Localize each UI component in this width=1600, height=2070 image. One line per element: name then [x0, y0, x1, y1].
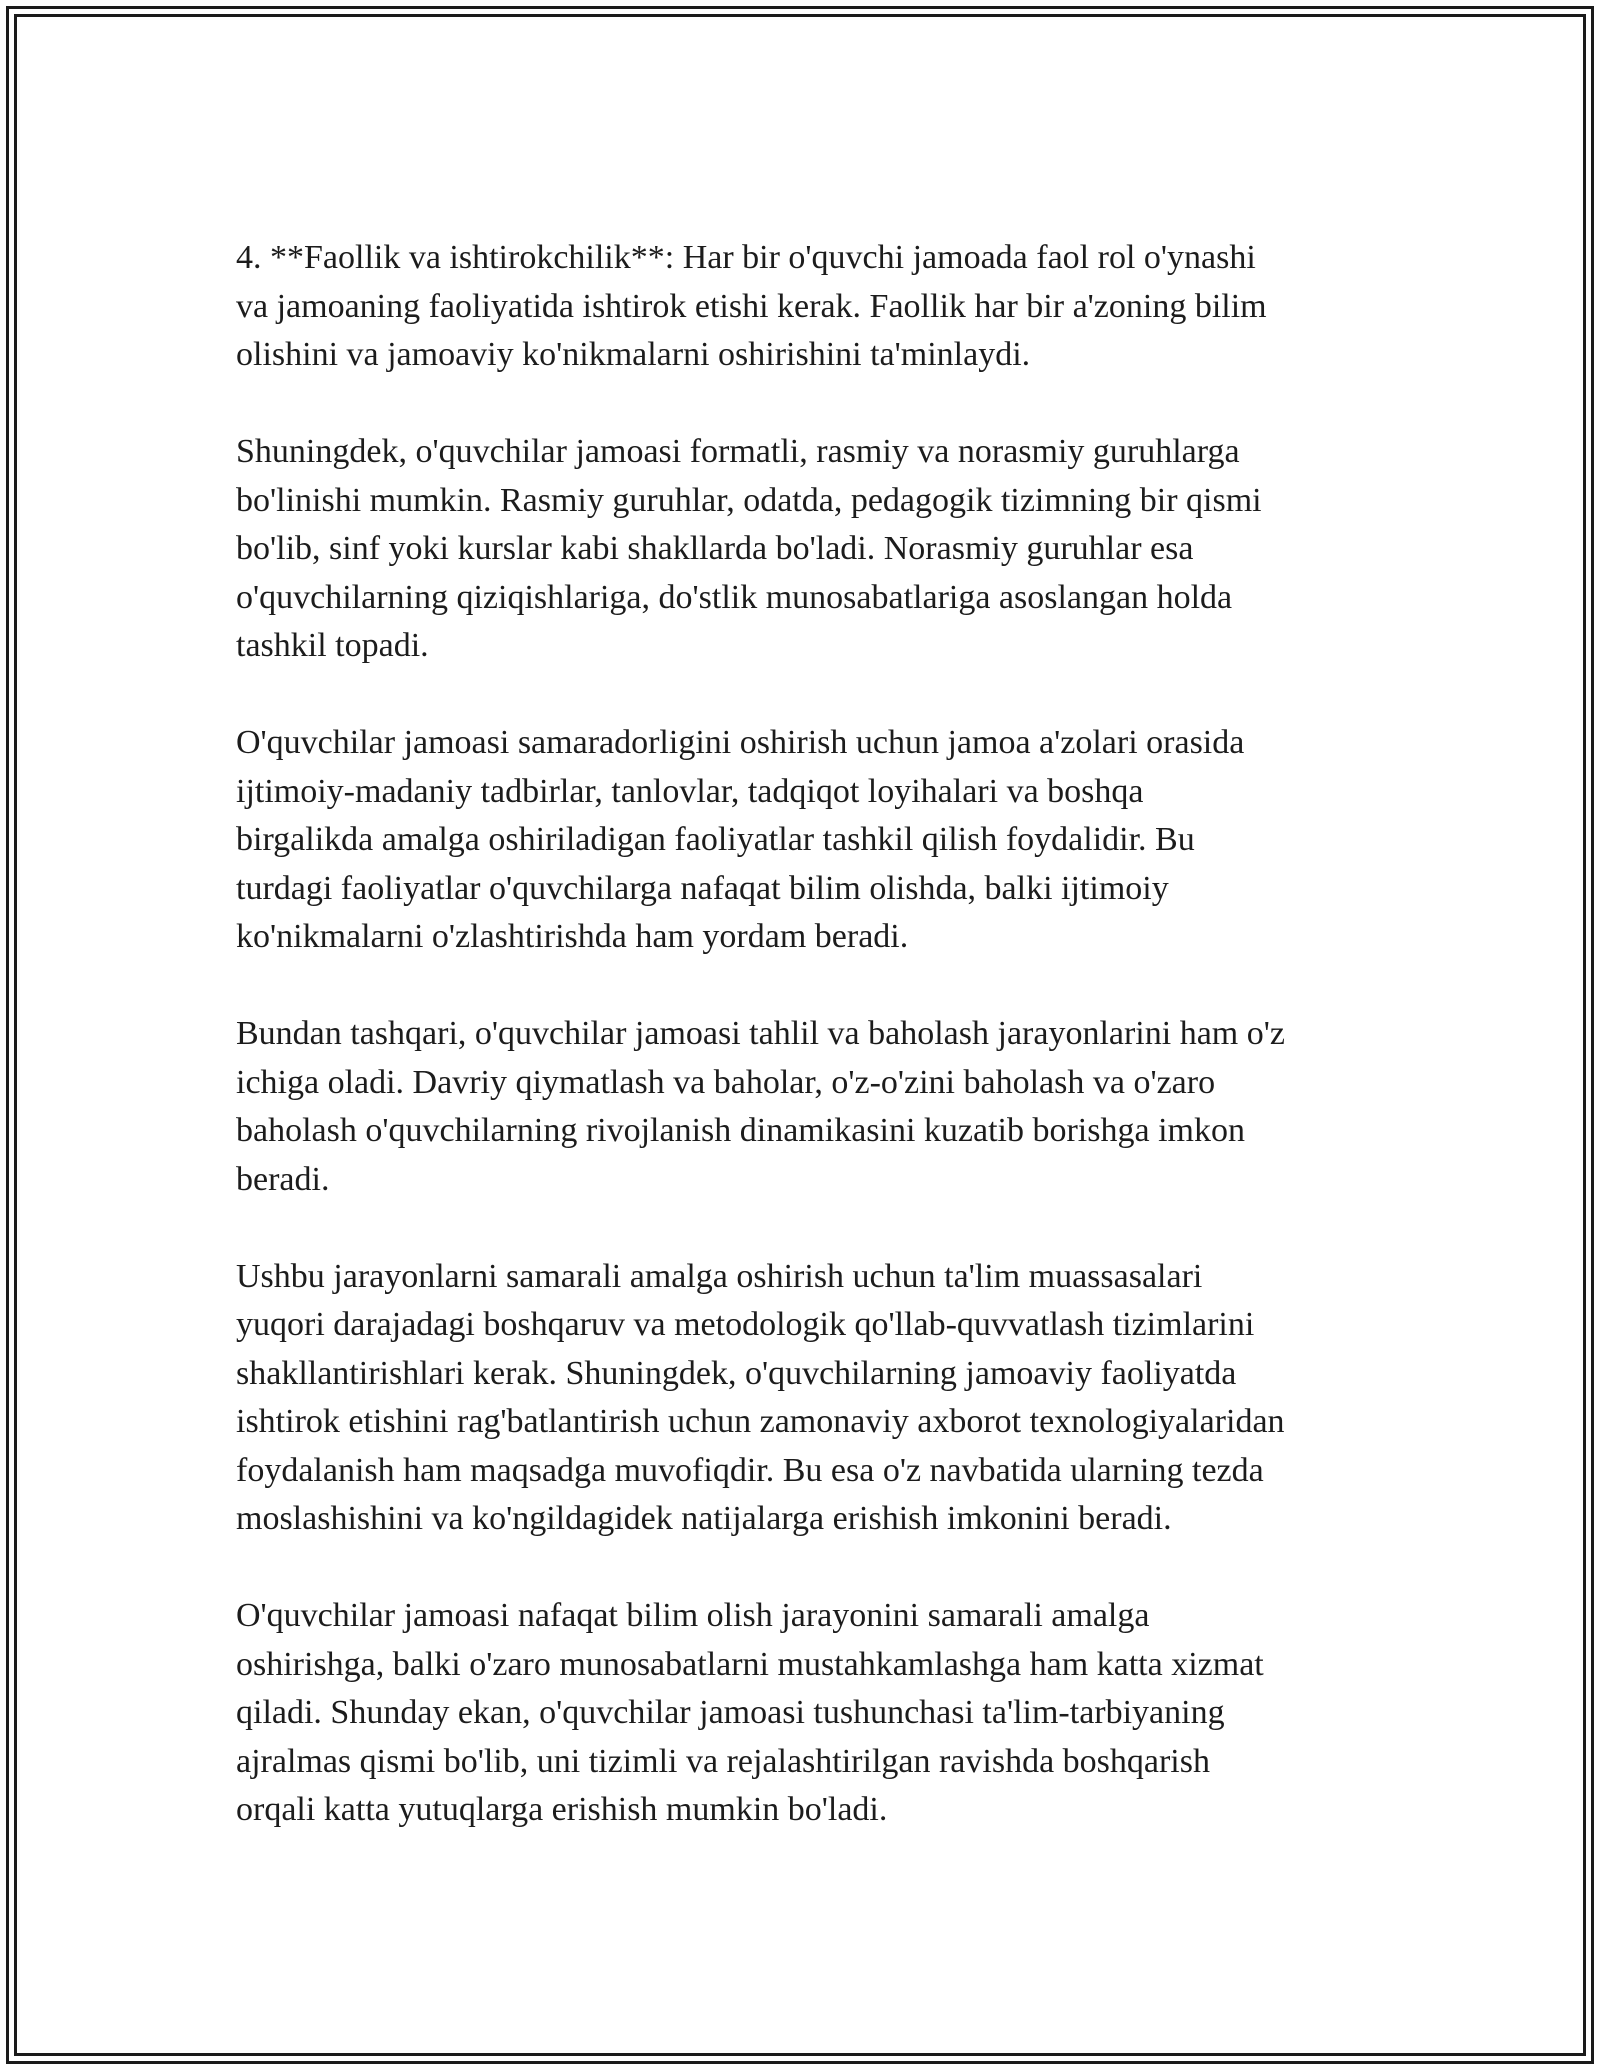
paragraph-6: O'quvchilar jamoasi nafaqat bilim olish jarayonini samarali amalga oshirishga, balki o'zaro munosabatlarni mustahkamlashga ham katta xizmat qiladi. Shunday ekan, o'quvchilar jamoasi tushunchasi ta'lim-tarbiyaning ajralmas qismi bo'lib, uni tizimli va rejalashtirilgan ravishda boshqarish orqali katta yutuqlarga erishish mumkin bo'ladi. — [236, 1597, 1264, 1828]
paragraph-4: Bundan tashqari, o'quvchilar jamoasi tahlil va baholash jarayonlarini ham o'z ichiga oladi. Davriy qiymatlash va baholar, o'z-o'zini baholash va o'zaro baholash o'quvchilarning rivojlanish dinamikasini kuzatib borishga imkon beradi. — [236, 1015, 1285, 1198]
paragraph-1: 4. **Faollik va ishtirokchilik**: Har bir o'quvchi jamoada faol rol o'ynashi va jamoaning faoliyatida ishtirok etishi kerak. Faollik har bir a'zoning bilim olishini va jamoaviy ko'nikmalarni oshirishini ta'minlaydi. — [236, 239, 1267, 373]
paragraph-5: Ushbu jarayonlarni samarali amalga oshirish uchun ta'lim muassasalari yuqori darajadagi boshqaruv va metodologik qo'llab-quvvatlash tizimlarini shakllantirishlari kerak. Shuningdek, o'quvchilarning jamoaviy faoliyatda ishtirok etishini rag'batlantirish uchun zamonaviy axborot texnologiyalaridan foydalanish ham maqsadga muvofiqdir. Bu esa o'z navbatida ularning tezda moslashishini va ko'ngildagidek natijalarga erishish imkonini beradi. — [236, 1257, 1285, 1537]
paragraph-2: Shuningdek, o'quvchilar jamoasi formatli, rasmiy va norasmiy guruhlarga bo'linishi mumkin. Rasmiy guruhlar, odatda, pedagogik tizimning bir qismi bo'lib, sinf yoki kurslar kabi shakllarda bo'ladi. Norasmiy guruhlar esa o'quvchilarning qiziqishlariga, do'stlik munosabatlariga asoslangan holda tashkil topadi. — [236, 433, 1262, 664]
document-body — [236, 234, 1376, 1835]
paragraph-3: O'quvchilar jamoasi samaradorligini oshirish uchun jamoa a'zolari orasida ijtimoiy-madaniy tadbirlar, tanlovlar, tadqiqot loyihalari va boshqa birgalikda amalga oshiriladigan faoliyatlar tashkil qilish foydalidir. Bu turdagi faoliyatlar o'quvchilarga nafaqat bilim olishda, balki ijtimoiy ko'nikmalarni o'zlashtirishda ham yordam beradi. — [236, 724, 1245, 955]
